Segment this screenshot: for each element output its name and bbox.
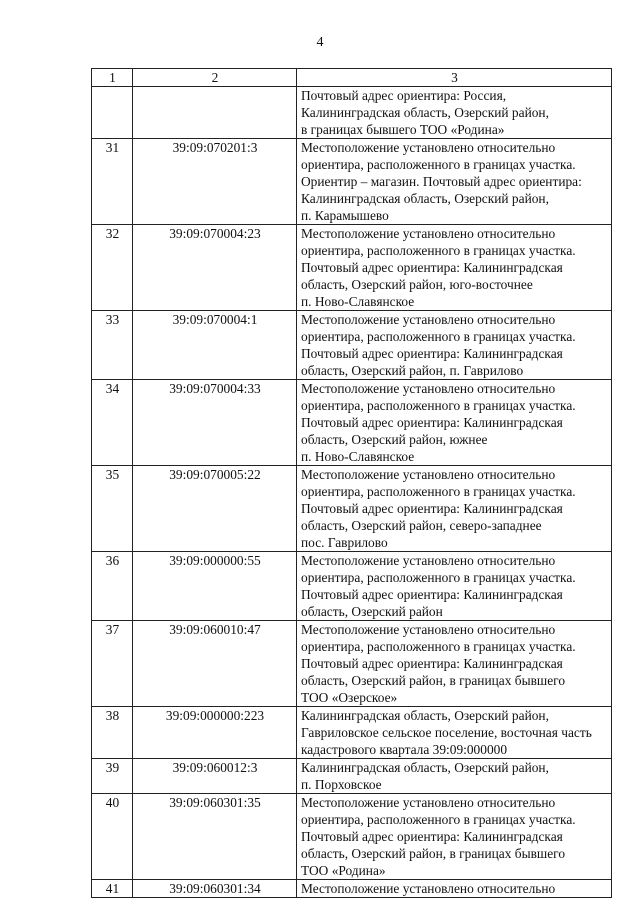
description-line: Почтовый адрес ориентира: Калининградская [301, 656, 563, 671]
description-line: п. Ново-Славянское [301, 294, 415, 309]
location-description-cell [297, 466, 612, 552]
cadastral-number-cell: 39:09:070004:33 [133, 380, 297, 466]
description-line: кадастрового квартала 39:09:000000 [301, 742, 508, 757]
description-line: Почтовый адрес ориентира: Россия, [301, 88, 507, 103]
description-line: область, Озерский район, в границах бывшего [301, 673, 566, 688]
description-line: в границах бывшего ТОО «Родина» [301, 122, 505, 137]
cadastral-number-cell: 39:09:070201:3 [133, 139, 297, 225]
description-line: Гавриловское сельское поселение, восточная часть [301, 725, 592, 740]
description-line: Почтовый адрес ориентира: Калининградская [301, 587, 563, 602]
description-line: Почтовый адрес ориентира: Калининградская [301, 501, 563, 516]
table-row [92, 466, 612, 552]
table-row [92, 880, 612, 898]
description-line: п. Ново-Славянское [301, 449, 415, 464]
header-cell-col-1: 1 [92, 69, 133, 87]
description-line: Местоположение установлено относительно [301, 140, 556, 155]
row-number-cell: 37 [92, 621, 133, 707]
description-line: Калининградская область, Озерский район, [301, 191, 549, 206]
cadastral-number-cell: 39:09:060301:34 [133, 880, 297, 898]
description-line: Местоположение установлено относительно [301, 312, 556, 327]
cadastral-number-cell: 39:09:070004:23 [133, 225, 297, 311]
description-line: ориентира, расположенного в границах участка. [301, 157, 576, 172]
location-description-cell [297, 311, 612, 380]
description-line: область, Озерский район, в границах бывшего [301, 846, 566, 861]
description-line: Калининградская область, Озерский район, [301, 760, 549, 775]
description-line: ориентира, расположенного в границах участка. [301, 329, 576, 344]
location-description-cell [297, 759, 612, 794]
description-line: Местоположение установлено относительно [301, 381, 556, 396]
table-row [92, 759, 612, 794]
table-row [92, 225, 612, 311]
row-number-cell: 40 [92, 794, 133, 880]
location-description-cell [297, 880, 612, 898]
description-line: Местоположение установлено относительно [301, 553, 556, 568]
row-number-cell: 35 [92, 466, 133, 552]
description-line: ориентира, расположенного в границах участка. [301, 484, 576, 499]
row-number-cell [92, 87, 133, 139]
location-description-cell [297, 621, 612, 707]
description-line: Почтовый адрес ориентира: Калининградская [301, 415, 563, 430]
table-row [92, 311, 612, 380]
description-line: Почтовый адрес ориентира: Калининградская [301, 346, 563, 361]
description-line: ориентира, расположенного в границах участка. [301, 639, 576, 654]
location-description-cell [297, 139, 612, 225]
location-description-cell [297, 707, 612, 759]
table-row [92, 380, 612, 466]
row-number-cell: 36 [92, 552, 133, 621]
row-number-cell: 32 [92, 225, 133, 311]
description-line: ориентира, расположенного в границах участка. [301, 398, 576, 413]
cadastral-number-cell: 39:09:000000:55 [133, 552, 297, 621]
description-line: Местоположение установлено относительно [301, 467, 556, 482]
description-line: Местоположение установлено относительно [301, 622, 556, 637]
row-number-cell: 31 [92, 139, 133, 225]
table-row [92, 139, 612, 225]
land-plots-table [91, 68, 612, 898]
description-line: Калининградская область, Озерский район, [301, 708, 549, 723]
row-number-cell: 34 [92, 380, 133, 466]
cadastral-number-cell: 39:09:060010:47 [133, 621, 297, 707]
description-line: Почтовый адрес ориентира: Калининградская [301, 260, 563, 275]
description-line: Калининградская область, Озерский район, [301, 105, 549, 120]
header-cell-col-2: 2 [133, 69, 297, 87]
description-line: область, Озерский район [301, 604, 443, 619]
cadastral-number-cell: 39:09:060301:35 [133, 794, 297, 880]
location-description-cell [297, 225, 612, 311]
description-line: Местоположение установлено относительно [301, 226, 556, 241]
cadastral-number-cell: 39:09:000000:223 [133, 707, 297, 759]
row-number-cell: 38 [92, 707, 133, 759]
location-description-cell [297, 552, 612, 621]
location-description-cell [297, 380, 612, 466]
cadastral-number-cell: 39:09:060012:3 [133, 759, 297, 794]
description-line: ориентира, расположенного в границах участка. [301, 243, 576, 258]
description-line: Местоположение установлено относительно [301, 881, 556, 896]
cadastral-number-cell: 39:09:070004:1 [133, 311, 297, 380]
table-row [92, 621, 612, 707]
description-line: Ориентир – магазин. Почтовый адрес ориентира: [301, 174, 582, 189]
cadastral-number-cell: 39:09:070005:22 [133, 466, 297, 552]
table-row [92, 552, 612, 621]
description-line: ТОО «Озерское» [301, 690, 398, 705]
location-description-cell [297, 794, 612, 880]
description-line: ориентира, расположенного в границах участка. [301, 812, 576, 827]
description-line: область, Озерский район, северо-западнее [301, 518, 542, 533]
location-description-cell [297, 87, 612, 139]
cadastral-number-cell [133, 87, 297, 139]
description-line: п. Порховское [301, 777, 382, 792]
table-row [92, 87, 612, 139]
table-body [92, 69, 612, 898]
description-line: пос. Гаврилово [301, 535, 388, 550]
table-header-row [92, 69, 612, 87]
description-line: п. Карамышево [301, 208, 389, 223]
table-row [92, 707, 612, 759]
header-cell-col-3: 3 [297, 69, 612, 87]
page-number: 4 [316, 35, 324, 50]
description-line: Местоположение установлено относительно [301, 795, 556, 810]
row-number-cell: 41 [92, 880, 133, 898]
description-line: область, Озерский район, южнее [301, 432, 488, 447]
description-line: область, Озерский район, юго-восточнее [301, 277, 533, 292]
description-line: Почтовый адрес ориентира: Калининградская [301, 829, 563, 844]
row-number-cell: 39 [92, 759, 133, 794]
description-line: ТОО «Родина» [301, 863, 386, 878]
description-line: ориентира, расположенного в границах участка. [301, 570, 576, 585]
description-line: область, Озерский район, п. Гаврилово [301, 363, 524, 378]
row-number-cell: 33 [92, 311, 133, 380]
table-row [92, 794, 612, 880]
